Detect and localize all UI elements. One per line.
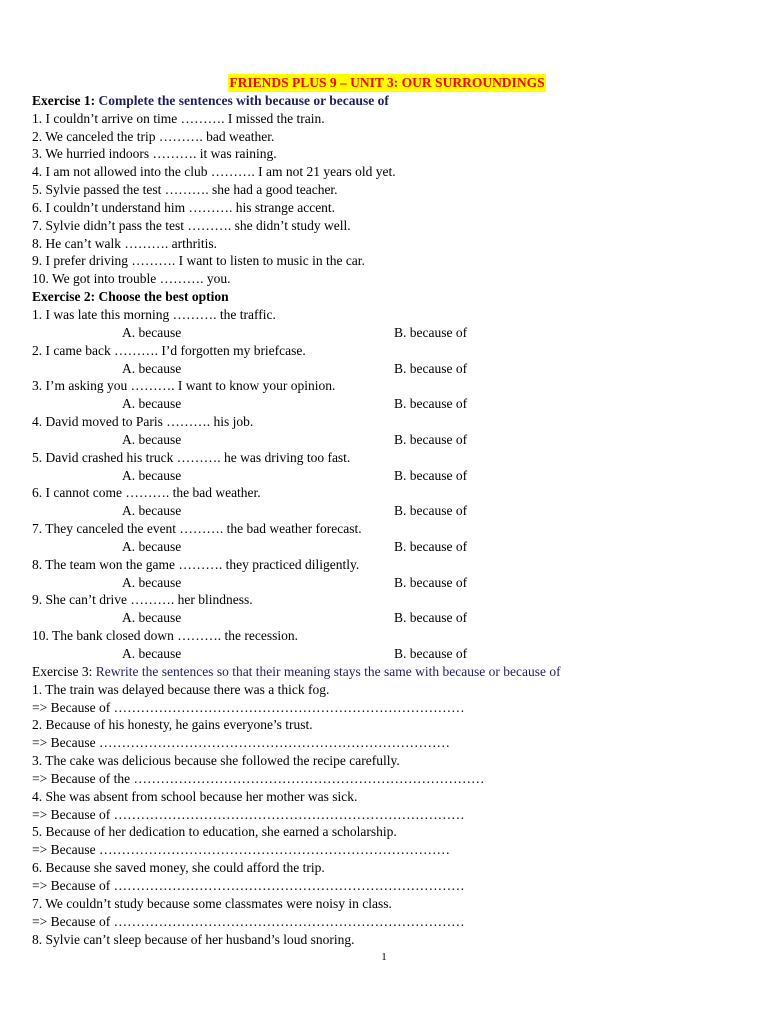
page-number: 1 [381, 951, 387, 963]
exercise-3-heading [32, 663, 742, 681]
option-b: B. because of [394, 396, 468, 412]
exercise-3-sentence: 1. The train was delayed because there was a thick fog. [32, 681, 330, 697]
exercise-3-answer-line: => Because of …………………………………………………………………… [32, 913, 465, 929]
exercise-2-options [32, 645, 742, 663]
option-a: A. because [122, 396, 182, 412]
option-a: A. because [122, 610, 182, 626]
option-b: B. because of [394, 324, 468, 340]
exercise-2-question: 10. The bank closed down ………. the recession. [32, 628, 298, 644]
option-b: B. because of [394, 503, 468, 519]
option-a: A. because [122, 324, 182, 340]
exercise-3-answer-line: => Because …………………………………………………………………… [32, 735, 450, 751]
exercise-3-answer-line: => Because of …………………………………………………………………… [32, 806, 465, 822]
exercise-3-sentence: 4. She was absent from school because her mother was sick. [32, 788, 358, 804]
exercise-1-item: 4. I am not allowed into the club ………. I am not 21 years old yet. [32, 164, 396, 180]
exercise-2-options [32, 431, 742, 449]
option-a: A. because [122, 574, 182, 590]
option-b: B. because of [394, 610, 468, 626]
worksheet-page [32, 74, 742, 948]
exercise-3-sentence: 3. The cake was delicious because she followed the recipe carefully. [32, 753, 400, 769]
exercise-1-item: 7. Sylvie didn’t pass the test ………. she didn’t study well. [32, 217, 351, 233]
exercise-1-instruction: Complete the sentences with because or because of [98, 92, 389, 108]
exercise-2-list [32, 306, 742, 663]
exercise-2-question: 3. I’m asking you ………. I want to know your opinion. [32, 378, 336, 394]
exercise-1-item: 3. We hurried indoors ………. it was raining. [32, 146, 277, 162]
exercise-3-sentence: 6. Because she saved money, she could afford the trip. [32, 860, 325, 876]
exercise-2-options [32, 395, 742, 413]
page-title: FRIENDS PLUS 9 – UNIT 3: OUR SURROUNDINGS [229, 75, 545, 90]
exercise-3-sentence: 5. Because of her dedication to education, she earned a scholarship. [32, 824, 397, 840]
exercise-1-item: 10. We got into trouble ………. you. [32, 271, 231, 287]
option-a: A. because [122, 646, 182, 661]
exercise-3-answer-line: => Because of …………………………………………………………………… [32, 699, 465, 715]
exercise-2-options [32, 502, 742, 520]
exercise-2-heading: Exercise 2: Choose the best option [32, 289, 229, 305]
exercise-2-options [32, 609, 742, 627]
exercise-2-question: 2. I came back ………. I’d forgotten my briefcase. [32, 342, 306, 358]
option-a: A. because [122, 467, 182, 483]
exercise-1-item: 9. I prefer driving ………. I want to listen to music in the car. [32, 253, 365, 269]
exercise-3-list [32, 681, 742, 949]
option-b: B. because of [394, 431, 468, 447]
exercise-2-options [32, 360, 742, 378]
exercise-1-list [32, 110, 742, 288]
option-a: A. because [122, 503, 182, 519]
option-a: A. because [122, 538, 182, 554]
exercise-1-number: Exercise 1: [32, 92, 99, 108]
exercise-2-question: 5. David crashed his truck ………. he was driving too fast. [32, 449, 351, 465]
exercise-1-item: 1. I couldn’t arrive on time ………. I missed the train. [32, 110, 325, 126]
option-b: B. because of [394, 538, 468, 554]
exercise-1-item: 8. He can’t walk ………. arthritis. [32, 235, 217, 251]
option-b: B. because of [394, 360, 468, 376]
option-a: A. because [122, 431, 182, 447]
exercise-2-question: 7. They canceled the event ………. the bad weather forecast. [32, 521, 362, 537]
exercise-2-question: 1. I was late this morning ………. the traffic. [32, 306, 276, 322]
exercise-3-answer-line: => Because of the …………………………………………………………………… [32, 770, 485, 786]
exercise-2-options [32, 467, 742, 485]
exercise-2-options [32, 574, 742, 592]
exercise-2-options [32, 324, 742, 342]
exercise-3-answer-line: => Because of …………………………………………………………………… [32, 877, 465, 893]
option-a: A. because [122, 360, 182, 376]
exercise-2-question: 6. I cannot come ………. the bad weather. [32, 485, 261, 501]
exercise-2-question: 8. The team won the game ………. they practiced diligently. [32, 556, 360, 572]
title-wrap [32, 74, 742, 92]
exercise-2-options [32, 538, 742, 556]
exercise-2-question: 4. David moved to Paris ………. his job. [32, 414, 254, 430]
exercise-3-sentence: 8. Sylvie can’t sleep because of her husband’s loud snoring. [32, 931, 355, 947]
exercise-3-answer-line: => Because …………………………………………………………………… [32, 842, 450, 858]
exercise-3-instruction: Rewrite the sentences so that their meaning stays the same with because or because of [95, 663, 561, 679]
exercise-1-item: 6. I couldn’t understand him ………. his strange accent. [32, 199, 336, 215]
exercise-3-number: Exercise 3: [32, 663, 96, 679]
exercise-1-item: 2. We canceled the trip ………. bad weather. [32, 128, 275, 144]
option-b: B. because of [394, 646, 468, 661]
option-b: B. because of [394, 574, 468, 590]
option-b: B. because of [394, 467, 468, 483]
exercise-1-item: 5. Sylvie passed the test ………. she had a good teacher. [32, 182, 338, 198]
exercise-2-question: 9. She can’t drive ………. her blindness. [32, 592, 253, 608]
exercise-3-sentence: 2. Because of his honesty, he gains everyone’s trust. [32, 717, 313, 733]
exercise-1-heading [32, 92, 742, 110]
exercise-3-sentence: 7. We couldn’t study because some classmates were noisy in class. [32, 895, 392, 911]
